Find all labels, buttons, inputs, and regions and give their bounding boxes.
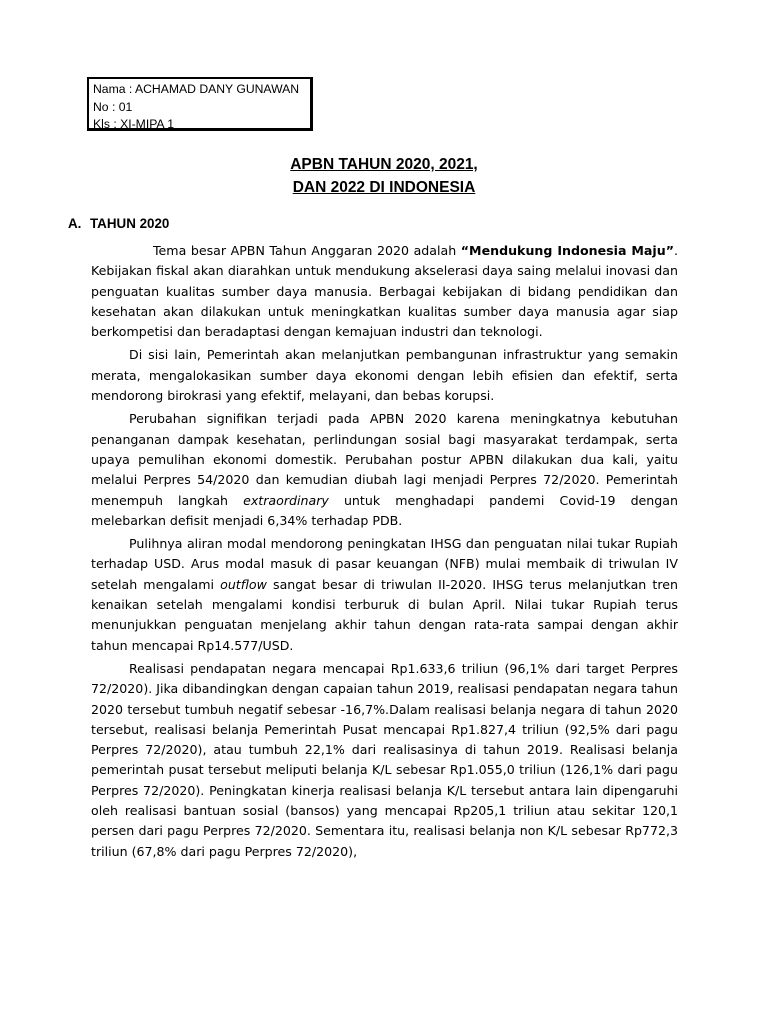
title-line-2: DAN 2022 DI INDONESIA: [292, 179, 476, 196]
document-body: [91, 241, 678, 862]
paragraph-4-text: Pulihnya aliran modal mendorong peningkatan IHSG dan penguatan nilai tukar Rupiah terhadap USD. Arus modal masuk di pasar keuangan (NFB) mulai membaik di triwulan IV setelah mengalami: [91, 536, 678, 592]
section-title: TAHUN 2020: [90, 216, 170, 231]
paragraph-1-text: Tema besar APBN Tahun Anggaran 2020 adalah: [153, 243, 461, 258]
paragraph-3: [91, 409, 678, 531]
document-title: [0, 153, 768, 199]
student-name: Nama : ACHAMAD DANY GUNAWAN: [93, 82, 300, 96]
paragraph-3-text: Perubahan signifikan terjadi pada APBN 2020 karena meningkatnya kebutuhan penanganan dampak kesehatan, perlindungan sosial bagi masyarakat terdampak, serta upaya pemulihan ekonomi domestik. Perubahan postur APBN dilakukan dua kali, yaitu melalui Perpres 54/2020 dan kemudian diubah lagi menjadi Perpres 72/2020. Pemerintah menempuh langkah: [91, 411, 678, 508]
paragraph-3-rest: untuk menghadapi pandemi Covid-19 dengan melebarkan defisit menjadi 6,34% terhadap PDB.: [91, 492, 678, 528]
paragraph-5: Realisasi pendapatan negara mencapai Rp1.633,6 triliun (96,1% dari target Perpres 72/2020). Jika dibandingkan dengan capaian tahun 2019, realisasi pendapatan negara tahun 2020 tersebut tumbuh negatif sebesar -16,7%.Dalam realisasi belanja negara di tahun 2020 tersebut, realisasi belanja Pemerintah Pusat mencapai Rp1.827,4 triliun (92,5% dari pagu Perpres 72/2020), atau tumbuh 22,1% dari realisasinya di tahun 2019. Realisasi belanja pemerintah pusat tersebut meliputi belanja K/L sebesar Rp1.055,0 triliun (126,1% dari pagu Perpres 72/2020). Peningkatan kinerja realisasi belanja K/L tersebut antara lain dipengaruhi oleh realisasi bantuan sosial (bansos) yang mencapai Rp205,1 triliun atau sekitar 120,1 persen dari pagu Perpres 72/2020. Sementara itu, realisasi belanja non K/L sebesar Rp772,3 triliun (67,8% dari pagu Perpres 72/2020),: [91, 660, 678, 859]
student-class: Kls : XI-MIPA 1: [93, 117, 175, 131]
paragraph-4-rest: sangat besar di triwulan II-2020. IHSG terus melanjutkan tren kenaikan setelah mengalami kondisi terburuk di bulan April. Nilai tukar Rupiah terus menunjukkan penguatan menjelang akhir tahun dengan rata-rata sampai dengan akhir tahun mencapai Rp14.577/USD.: [91, 576, 678, 653]
title-line-1: APBN TAHUN 2020, 2021,: [290, 156, 478, 173]
section-number: A.: [68, 216, 82, 231]
paragraph-4-italic: outflow: [220, 576, 267, 592]
paragraph-1-rest: . Kebijakan fiskal akan diarahkan untuk mendukung akselerasi daya saing melalui inovasi dan penguatan kualitas sumber daya manusia. Berbagai kebijakan di bidang pendidikan dan kesehatan akan dilakukan untuk meningkatkan kualitas sumber daya manusia agar siap berkompetisi dan beradaptasi dengan kemajuan industri dan teknologi.: [91, 243, 678, 340]
paragraph-2: Di sisi lain, Pemerintah akan melanjutkan pembangunan infrastruktur yang semakin merata, mengalokasikan sumber daya ekonomi dengan lebih efisien dan efektif, serta mendorong birokrasi yang efektif, melayani, dan bebas korupsi.: [91, 347, 678, 404]
student-info-box: [87, 77, 313, 131]
section-heading: [68, 216, 169, 231]
paragraph-4: [91, 534, 678, 656]
paragraph-3-italic: extraordinary: [243, 492, 329, 508]
student-number: No : 01: [93, 99, 133, 114]
paragraph-1-theme: “Mendukung Indonesia Maju”: [460, 243, 674, 258]
paragraph-1: [91, 241, 678, 342]
